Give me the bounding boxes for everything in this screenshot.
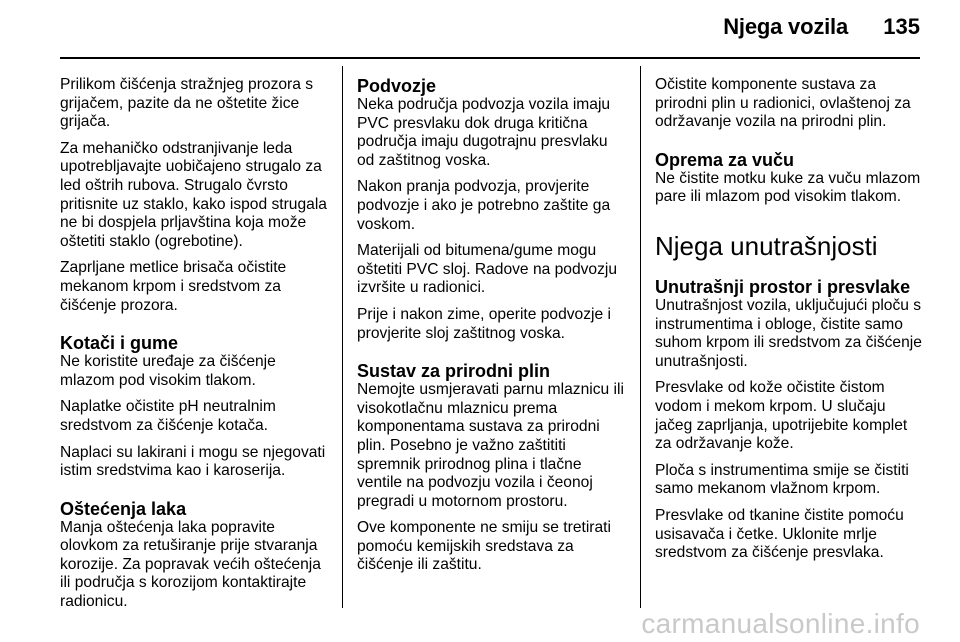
paragraph: Presvlake od tkanine čistite pomoću usisavača i četke. Uklonite mrlje sredstvom za čišćenje presvlaka. [655,506,904,562]
paragraph: Materijali od bitumena/gume mogu oštetiti PVC sloj. Radove na podvozju izvršite u radionici. [357,242,618,297]
page-number: 135 [883,14,920,39]
paragraph: Prije i nakon zime, operite podvozje i provjerite sloj zaštitnog voska. [357,305,611,342]
paragraph: Prilikom čišćenja stražnjeg prozora s grijačem, pazite da ne oštetite žice grijača. [60,76,314,131]
column-divider [640,66,641,608]
header-rule [60,57,920,59]
heading-unutrasnji-prostor: Unutrašnji prostor i presvlake [655,276,911,297]
paragraph: Očistite komponente sustava za prirodni plin u radionici, ovlaštenoj za održavanje vozila na prirodni plin. [655,76,911,131]
heading-podvozje: Podvozje [357,76,437,96]
paragraph: Zaprljane metlice brisača očistite mekanom krpom i sredstvom za čišćenje prozora. [60,259,287,314]
watermark: carmanualsonline.info [641,608,920,639]
paragraph: Za mehaničko odstranjivanje leda upotrebljavajte uobičajeno strugalo za led oštrih rubova. Strugalo čvrsto pritisnite uz staklo, kako ispod strugala ne bi dospjela prljavština koja može oštetiti staklo (ogrebotine). [60,139,327,250]
paragraph: Unutrašnjost vozila, uključujući ploču s instrumentima i obloge, čistite samo suhom krpom ili sredstvom za čišćenje unutrašnjosti. [655,296,922,370]
paragraph: Ploča s instrumentima smije se čistiti samo mekanom vlažnom krpom. [655,461,909,498]
paragraph: Presvlake od kože očistite čistom vodom i mekom krpom. U slučaju jačeg zaprljanja, upotrijebite komplet za održavanje kože. [655,379,908,453]
paragraph: Naplaci su lakirani i mogu se njegovati istim sredstvima kao i karoserija. [60,443,326,480]
heading-ostecenja-laka: Oštećenja laka [60,498,187,519]
column-divider [342,66,343,608]
paragraph: Nemojte usmjeravati parnu mlaznicu ili visokotlačnu mlaznicu prema komponentama sustava za prirodni plin. Posebno je važno zaštititi spremnik prirodnog plina i tlačne ventile na podvozju vozila i čeonoj pregradi u motornom prostoru. [357,381,624,510]
column-3 [655,76,923,571]
column-1 [60,76,328,620]
page-title: Njega vozila [723,14,848,39]
paragraph: Manja oštećenja laka popravite olovkom za retuširanje prije stvaranja korozije. Za popravak većih oštećenja ili područja s korozijom kontaktirajte radionicu. [60,518,321,611]
section-heading-njega-unutrasnjosti: Njega unutrašnjosti [655,230,878,261]
heading-oprema-za-vucu: Oprema za vuču [655,149,795,170]
paragraph: Ne koristite uređaje za čišćenje mlazom pod visokim tlakom. [60,353,276,389]
heading-kotaci-i-gume: Kotači i gume [60,333,179,354]
column-2 [357,76,625,583]
paragraph: Neka područja podvozja vozila imaju PVC presvlaku dok druga kritična područja imaju dugotrajnu presvlaku od zaštitnog voska. [357,96,611,169]
paragraph: Ne čistite motku kuke za vuču mlazom pare ili mlazom pod visokim tlakom. [655,169,921,206]
heading-sustav-za-prirodni-plin: Sustav za prirodni plin [357,361,551,382]
paragraph: Ove komponente ne smiju se tretirati pomoću kemijskih sredstava za čišćenje ili zaštitu. [357,519,611,574]
paragraph: Naplatke očistite pH neutralnim sredstvom za čišćenje kotača. [60,398,276,434]
page-header [0,0,960,56]
paragraph: Nakon pranja podvozja, provjerite podvozje i ako je potrebno zaštite ga voskom. [357,178,611,233]
